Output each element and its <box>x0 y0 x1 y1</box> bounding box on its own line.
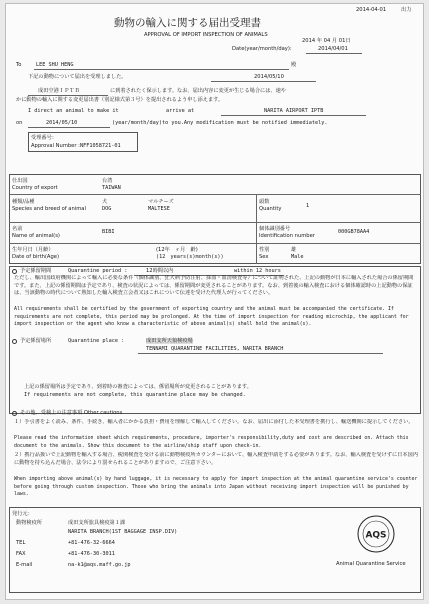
on-label: on <box>16 120 23 126</box>
caution-2-en: When importing above animal(s) by hand luggage, it is necessary to apply for import inspection at the animal quarantine service's counter before going through custom inspection. Those who bring the animals into Japan without receiving import inspection will be punished by laws. <box>14 476 418 498</box>
issuer-org-ja: 成田支所旅具検疫第１課 <box>68 520 126 526</box>
intro-line-1: 下記の動物について届出を受理しました。 <box>28 74 127 80</box>
port-en-underline <box>221 115 366 116</box>
sex-value-en: Male <box>291 254 304 260</box>
export-label-en: Country of export <box>12 185 58 191</box>
name-label-ja: 名前 <box>12 226 23 232</box>
export-value-en: TAIWAN <box>102 185 121 191</box>
intro-line-4b: arrive at <box>166 108 195 114</box>
issue-date-ja: 2014 年 04 月 01日 <box>302 38 351 44</box>
caution-2-ja: ２）携行品扱いで上記動物を輸入する場合、税関検査を受ける前に動物検疫所カウンターにおいて、輸入検査申請をする必要があります。なお、輸入検査を受けずに日本国内に動物を持ち込んだ場合、法令により罰せられることがありますので、ご注意下さい。 <box>14 452 418 466</box>
caution-1-en: Please read the information sheet which requirements, procedure, importer's responsibility,duty and cost are described on. Attach this document to the animals. Show this document to the airline/ship staff upon check-in. <box>14 435 409 449</box>
id-label-en: Identification number <box>259 233 315 239</box>
bullet-circle-icon <box>12 339 17 344</box>
species-value-ja: 犬 <box>102 199 108 205</box>
quantity-label-ja: 頭数 <box>259 199 270 205</box>
document-title-en: APPROVAL OF IMPORT INSPECTION OF ANIMALS <box>144 32 268 38</box>
addressee-underline <box>34 69 289 70</box>
sex-label-en: Sex <box>259 254 269 260</box>
quarantine-period-note-ja: ただし、輸出国政府機関によって輸入に必要な条件（個体識別、狂犬病予防注射、採血・血清検査等）について証明された、上記の動物が日本に輸入された場合の係留期間です。また、上記の係留期間は予定であり、検査の状況によっては、係留期間が変更されることがあります。なお、到着後の輸入検査における個体確認時の上記動物の保証は、当該動物の時代について熟知した輸入検査立会者又はこれについて伝達を受けた代理人が行ってください。 <box>14 275 414 297</box>
export-value-ja: 台湾 <box>102 178 113 184</box>
print-date: 2014-04-01 <box>356 7 387 13</box>
fax-value: +81-476-30-3011 <box>68 551 115 557</box>
port-en: NARITA AIRPORT IPTB <box>264 108 324 114</box>
species-label-ja: 種類/品種 <box>12 199 35 205</box>
species-label-en: Species and breed of animal <box>12 206 86 212</box>
name-label-en: Name of animal(s) <box>12 233 60 239</box>
quarantine-place-head-ja: 予定係留場所 <box>20 338 52 344</box>
port-underline <box>28 95 108 96</box>
addressee-honorific: 殿 <box>291 62 297 68</box>
approval-label-ja: 受理番号： <box>31 135 57 141</box>
document-title-ja: 動物の輸入に関する届出受理書 <box>114 17 261 29</box>
quarantine-period-value-ja: 12時間以内 <box>146 268 174 274</box>
id-value: 000GB78AA4 <box>338 229 370 235</box>
arrival-date-en-underline <box>28 127 110 128</box>
sex-label-ja: 性別 <box>259 247 270 253</box>
bullet-circle-icon <box>12 411 17 416</box>
quarantine-place-head-en: Quarantine place : <box>68 338 125 344</box>
intro-line-5: (year/month/day)to you.Any modification must be notified immediately. <box>112 120 328 126</box>
seal-text: AQS <box>365 530 387 541</box>
sex-value-ja: 雄 <box>291 247 297 253</box>
quarantine-period-note-en: All requirements shall be certified by the government of exporting country and the animal must be accompanied the certificate. If requirements are not complete, this period may be prolonged. At the time of import inspection for reading microchip, the applicant for import inspection or the agent who know a characteristic of above animal(s) shall hold the animal(s). <box>14 306 409 328</box>
name-value: BIBI <box>102 229 115 235</box>
issue-date-en-value: 2014/04/01 <box>318 46 348 52</box>
issuer-heading: 発行元： <box>12 511 33 517</box>
issue-date-en-label: Date(year/month/day): <box>232 46 292 52</box>
tel-value: +81-476-32-6664 <box>68 540 115 546</box>
caution-1-ja: １）手引書をよく読み、条件、手続き、輸入者にかかる負担・費用を理解して輸入してください。なお、届出に添付した本受理書を携行し、輸送機関に提示してください。 <box>14 419 414 425</box>
quarantine-place-value-en: TENNAMI QUARANTINE FACILITIES, NARITA BRANCH <box>146 346 284 352</box>
quarantine-period-head-ja: 予定係留期間 <box>20 268 52 274</box>
approval-label-en: Approval Number : <box>31 143 80 149</box>
issuer-org-label: 動物検疫所 <box>16 520 42 526</box>
fax-label: FAX <box>16 551 26 557</box>
date-underline <box>306 53 362 54</box>
breed-value-en: MALTESE <box>148 206 170 212</box>
id-label-ja: 個体識別番号 <box>259 226 291 232</box>
intro-line-3: かに動物の輸入に関する変更届出書（別記様式第３号）を提出されるよう申し添えます。 <box>16 97 224 103</box>
arrival-date-ja: 2014/05/10 <box>254 74 284 80</box>
email-value: na-k1@aqs.maff.go.jp <box>68 562 131 568</box>
export-label-ja: 仕出国 <box>12 178 28 184</box>
breed-value-ja: マルチーズ <box>148 199 174 205</box>
age-en: (12 years(s)month(s)) <box>156 254 224 260</box>
quantity-value: 1 <box>306 203 310 209</box>
approval-number: NFF1058721-01 <box>80 143 121 149</box>
print-label: 出力 <box>401 7 412 13</box>
quarantine-period-head-en: Quarantine period : <box>68 268 128 274</box>
arrival-date-en: 2014/05/10 <box>46 120 78 126</box>
dob-label-en: Date of birth(Age) <box>12 254 59 260</box>
quarantine-period-value-en: within 12 hours <box>234 268 281 274</box>
age-ja: (12年 ヶ月 齢) <box>156 247 198 253</box>
aqs-seal-icon <box>356 514 396 554</box>
quantity-label-en: Quantity <box>259 206 282 212</box>
dob-label-ja: 生年月日（月齢） <box>12 247 54 253</box>
intro-line-2: に到着されたく保示します。なお、届出内容に変更が生じる場合には、速や <box>110 88 286 94</box>
issuer-org-en: NARITA BRANCH(1ST BAGGAGE INSP.DIV) <box>68 529 178 535</box>
port-ja: 成田空港ＩＰＴＢ <box>38 88 80 94</box>
to-label: To <box>16 62 22 68</box>
bullet-circle-icon <box>12 269 17 274</box>
species-value-en: DOG <box>102 206 112 212</box>
approval-document-page <box>5 3 424 600</box>
quarantine-place-note-ja: 上記の係留場所は予定であり、到着時の審査によっては、係留場所が変更されることがあります。 <box>24 384 252 390</box>
seal-caption: Animal Quarantine Service <box>336 561 406 567</box>
intro-line-4a: I direct an animal to make it <box>28 108 119 114</box>
email-label: E-mail <box>16 562 33 568</box>
quarantine-place-value-ja: 成田支所天狼検疫場 <box>146 338 193 344</box>
cautions-heading: その他、受検上の注意事項 Other cautions <box>20 410 123 416</box>
quarantine-place-note-en: If requirements are not complete, this quarantine place may be changed. <box>24 392 246 398</box>
tel-label: TEL <box>16 540 26 546</box>
animal-info-table <box>9 174 421 264</box>
addressee-name: LEE SHU HENG <box>36 62 74 68</box>
arrival-date-underline <box>211 81 316 82</box>
